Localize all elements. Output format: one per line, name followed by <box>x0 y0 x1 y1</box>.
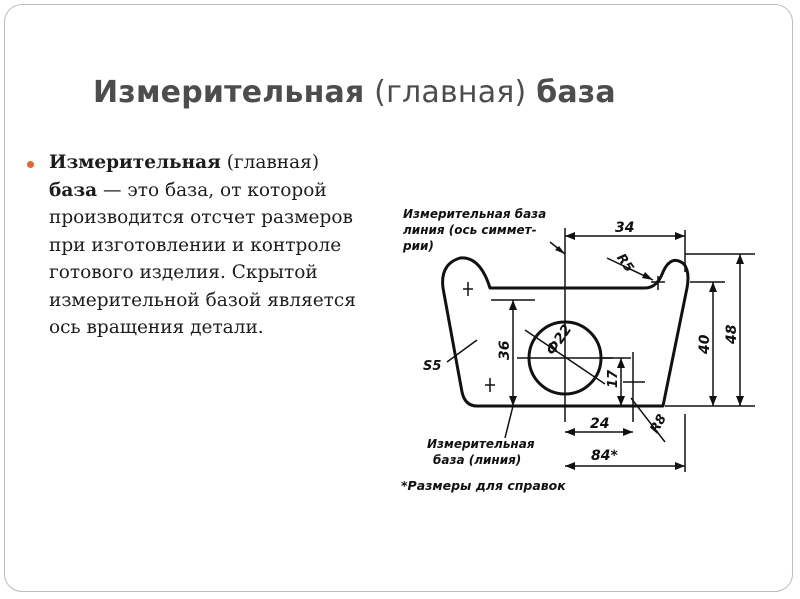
dim-36: 36 <box>497 340 513 360</box>
term-paren: (главная) <box>226 152 320 173</box>
label-bottom-line2: база (линия) <box>433 453 522 467</box>
dim-84: 84* <box>591 448 618 464</box>
dim-s5: S5 <box>423 359 442 374</box>
dim-40: 40 <box>697 334 713 354</box>
term-1: Измерительная <box>49 152 221 173</box>
label-bottom-line1: Измерительная <box>427 437 535 451</box>
bullet-paragraph <box>49 149 369 342</box>
slide-title <box>93 75 616 110</box>
definition-text: — это база, от которой производится отсчет размеров при изготовлении и контроле готового изделия. Скрытой измерительной базой является ось вращения детали. <box>49 179 356 338</box>
dim-phi22: Ф22 <box>543 321 576 359</box>
dim-r8: R8 <box>647 411 670 436</box>
label-top-line1: Измерительная база <box>403 207 547 221</box>
title-paren: (главная) <box>374 75 527 110</box>
technical-drawing <box>395 192 770 504</box>
dim-r5: R5 <box>613 251 637 276</box>
term-2: база <box>49 179 98 201</box>
dim-34: 34 <box>615 220 635 236</box>
title-bold-1: Измерительная <box>93 75 365 110</box>
title-bold-2: база <box>536 75 616 110</box>
dim-17: 17 <box>606 369 621 388</box>
label-top-line3: рии) <box>403 239 434 253</box>
label-top-line2: линия (ось симмет- <box>403 223 537 237</box>
footnote: *Размеры для справок <box>401 478 566 493</box>
bullet-icon <box>27 161 34 168</box>
dim-24: 24 <box>590 416 610 432</box>
dim-48: 48 <box>724 324 740 344</box>
